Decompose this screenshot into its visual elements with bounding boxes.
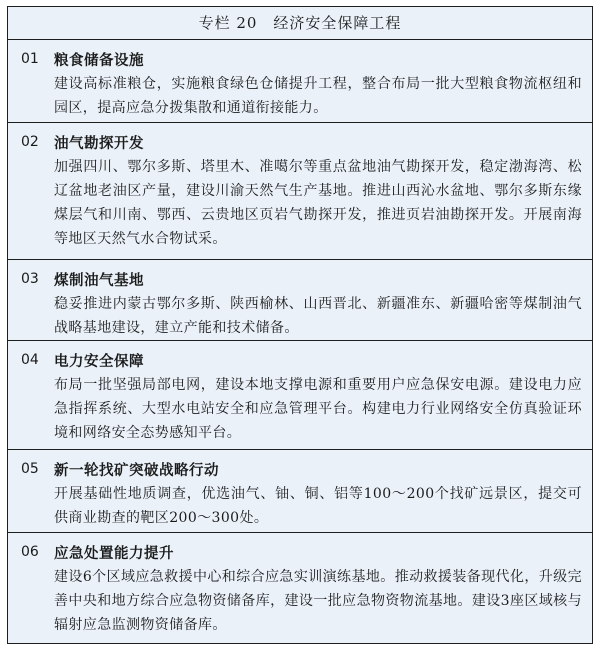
section-number: 02 <box>21 134 39 150</box>
section-title: 煤制油气基地 <box>54 271 144 289</box>
section-title: 新一轮找矿突破战略行动 <box>54 461 219 479</box>
section-coal-to-oil-gas <box>8 260 592 341</box>
section-number: 03 <box>21 271 39 287</box>
section-body: 建设高标准粮仓，实施粮食绿色仓储提升工程，整合布局一批大型粮食物流枢纽和园区，提高应急分拨集散和通道衔接能力。 <box>54 76 582 116</box>
section-title: 油气勘探开发 <box>54 134 144 152</box>
section-number: 01 <box>21 51 39 67</box>
section-body: 建设6个区域应急救援中心和综合应急实训演练基地。推动救援装备现代化，升级完善中央和地方综合应急物资储备库，建设一批应急物资物流基地。建设3座区域核与辐射应急监测物资储备库。 <box>54 569 582 633</box>
section-mineral-exploration <box>8 450 592 533</box>
section-grain-storage <box>8 40 592 123</box>
section-header <box>21 456 582 482</box>
section-body: 稳妥推进内蒙古鄂尔多斯、陕西榆林、山西晋北、新疆准东、新疆哈密等煤制油气战略基地建设，建立产能和技术储备。 <box>54 296 582 336</box>
project-panel <box>7 6 593 644</box>
section-oil-gas-exploration <box>8 123 592 260</box>
section-header <box>21 46 582 72</box>
section-body: 布局一批坚强局部电网，建设本地支撑电源和重要用户应急保安电源。建设电力应急指挥系统、大型水电站安全和应急管理平台。构建电力行业网络安全仿真验证环境和网络安全态势感知平台。 <box>54 377 582 441</box>
section-power-security <box>8 341 592 450</box>
panel-title: 专栏 20 经济安全保障工程 <box>8 7 592 40</box>
section-number: 05 <box>21 461 39 477</box>
section-title: 应急处置能力提升 <box>54 544 174 562</box>
section-emergency-response <box>8 533 592 644</box>
section-title: 粮食储备设施 <box>54 51 144 69</box>
section-body: 开展基础性地质调查，优选油气、铀、铜、铝等100～200个找矿远景区，提交可供商业勘查的靶区200～300处。 <box>54 486 582 526</box>
section-number: 04 <box>21 352 39 368</box>
section-header <box>21 129 582 155</box>
section-header <box>21 539 582 565</box>
section-title: 电力安全保障 <box>54 352 144 370</box>
section-header <box>21 266 582 292</box>
section-body: 加强四川、鄂尔多斯、塔里木、准噶尔等重点盆地油气勘探开发，稳定渤海湾、松辽盆地老油区产量，建设川渝天然气生产基地。推进山西沁水盆地、鄂尔多斯东缘煤层气和川南、鄂西、云贵地区页岩气勘探开发，推进页岩油勘探开发。开展南海等地区天然气水合物试采。 <box>54 159 582 247</box>
section-number: 06 <box>21 544 39 560</box>
section-header <box>21 347 582 373</box>
